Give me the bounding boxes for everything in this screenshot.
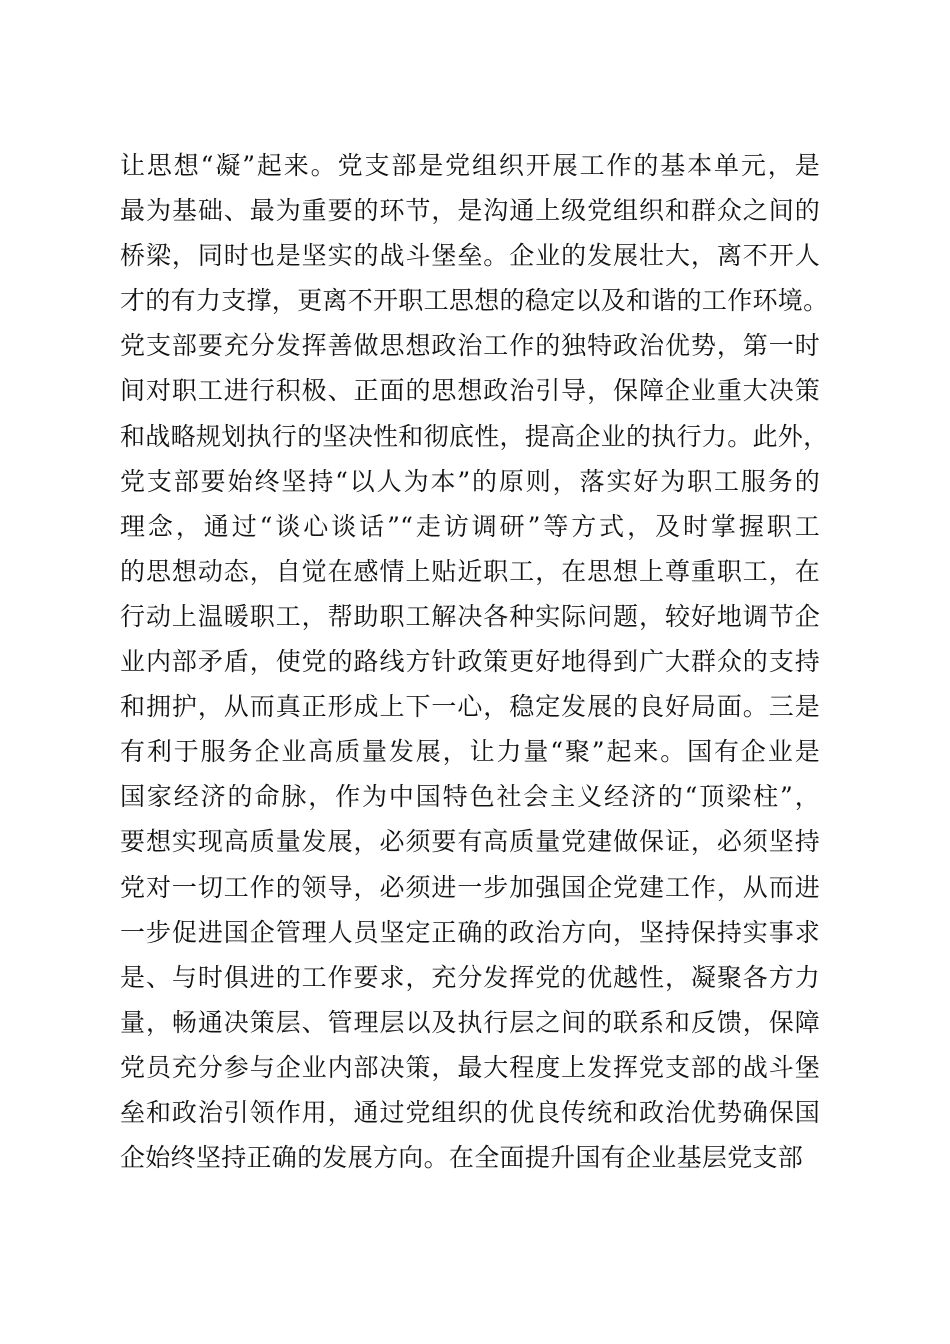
text-line: 量，畅通决策层、管理层以及执行层之间的联系和反馈，保障 <box>120 1007 820 1037</box>
text-line: 让思想“凝”起来。党支部是党组织开展工作的基本单元，是 <box>120 151 820 180</box>
text-line: 党员充分参与企业内部决策，最大程度上发挥党支部的战斗堡 <box>120 1052 820 1082</box>
text-line: 党支部要始终坚持“以人为本”的原则，落实好为职工服务的 <box>120 466 820 496</box>
text-line: 要想实现高质量发展，必须要有高质量党建做保证，必须坚持 <box>120 827 820 857</box>
text-line: 是、与时俱进的工作要求，充分发挥党的优越性，凝聚各方力 <box>120 962 820 992</box>
text-line: 一步促进国企管理人员坚定正确的政治方向，坚持保持实事求 <box>120 917 820 947</box>
text-line: 党对一切工作的领导，必须进一步加强国企党建工作，从而进 <box>120 872 820 902</box>
text-line: 间对职工进行积极、正面的思想政治引导，保障企业重大决策 <box>120 376 820 406</box>
text-line: 业内部矛盾，使党的路线方针政策更好地得到广大群众的支持 <box>120 647 820 677</box>
text-line: 国家经济的命脉，作为中国特色社会主义经济的“顶梁柱”， <box>120 782 820 812</box>
text-line: 垒和政治引领作用，通过党组织的优良传统和政治优势确保国 <box>120 1097 820 1127</box>
text-line: 有利于服务企业高质量发展，让力量“聚”起来。国有企业是 <box>120 737 820 767</box>
text-line: 和拥护，从而真正形成上下一心，稳定发展的良好局面。三是 <box>120 692 820 722</box>
text-line: 桥梁，同时也是坚实的战斗堡垒。企业的发展壮大，离不开人 <box>120 241 820 271</box>
text-line: 党支部要充分发挥善做思想政治工作的独特政治优势，第一时 <box>120 331 820 361</box>
text-line: 才的有力支撑，更离不开职工思想的稳定以及和谐的工作环境。 <box>120 286 829 316</box>
text-line: 理念，通过“谈心谈话”“走访调研”等方式，及时掌握职工 <box>120 511 820 541</box>
text-line: 和战略规划执行的坚决性和彻底性，提高企业的执行力。此外， <box>120 421 829 451</box>
body-text <box>120 143 829 1180</box>
text-line: 企始终坚持正确的发展方向。在全面提升国有企业基层党支部 <box>120 1143 804 1173</box>
text-line: 行动上温暖职工，帮助职工解决各种实际问题，较好地调节企 <box>120 601 820 631</box>
text-line: 的思想动态，自觉在感情上贴近职工，在思想上尊重职工，在 <box>120 556 820 586</box>
text-line: 最为基础、最为重要的环节，是沟通上级党组织和群众之间的 <box>120 196 820 226</box>
